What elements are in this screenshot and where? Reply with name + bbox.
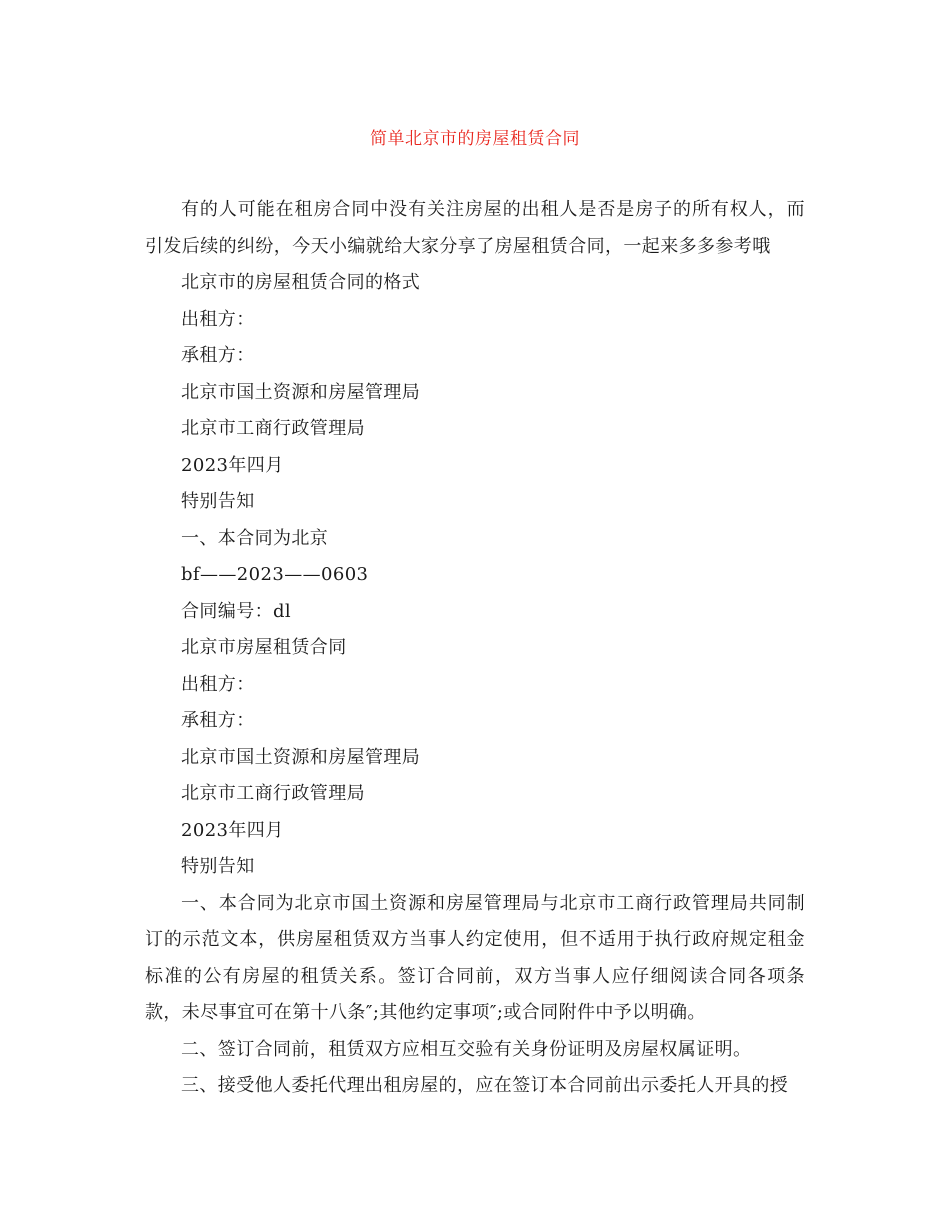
contract-title: 北京市房屋租赁合同 (181, 637, 347, 658)
issuer-land-bureau: 北京市国土资源和房屋管理局 (181, 746, 421, 768)
notice-item-2: 二、签订合同前，租赁双方应相互交验有关身份证明及房屋权属证明。 (181, 1038, 752, 1060)
lessor-label: 出租方： (181, 308, 255, 330)
notice-item-3: 三、接受他人委托代理出租房屋的，应在签订本合同前出示委托人开具的授 (181, 1075, 789, 1096)
intro-paragraph: 有的人可能在租房合同中没有关注房屋的出租人是否是房子的所有权人，而引发后续的纠纷，今天小编就给大家分享了房屋租赁合同，一起来多多参考哦 (145, 199, 805, 257)
document-body (145, 192, 805, 1105)
lessee-label: 承租方： (181, 710, 255, 731)
issue-date: 2023年四月 (181, 819, 284, 841)
issuer-commerce-bureau: 北京市工商行政管理局 (181, 783, 365, 804)
notice-item-1: 一、本合同为北京市国土资源和房屋管理局与北京市工商行政管理局共同制订的示范文本，供房屋租赁双方当事人约定使用，但不适用于执行政府规定租金标准的公有房屋的租赁关系。签订合同前，双方当事人应仔细阅读合同各项条款，未尽事宜可在第十八条″;其他约定事项″;或合同附件中予以明确。 (145, 892, 805, 1023)
contract-code: bf——2023——0603 (181, 564, 369, 585)
lessor-label: 出租方： (181, 673, 255, 695)
issue-date: 2023年四月 (181, 454, 284, 476)
special-notice-heading: 特别告知 (181, 491, 255, 512)
special-notice-heading: 特别告知 (181, 856, 255, 877)
contract-number: 合同编号：dl (181, 600, 292, 622)
format-heading: 北京市的房屋租赁合同的格式 (181, 272, 421, 293)
document-title: 简单北京市的房屋租赁合同 (370, 129, 580, 149)
lessee-label: 承租方： (181, 345, 255, 366)
notice-item-1-short: 一、本合同为北京 (181, 527, 329, 549)
issuer-land-bureau: 北京市国土资源和房屋管理局 (181, 381, 421, 403)
issuer-commerce-bureau: 北京市工商行政管理局 (181, 418, 365, 439)
